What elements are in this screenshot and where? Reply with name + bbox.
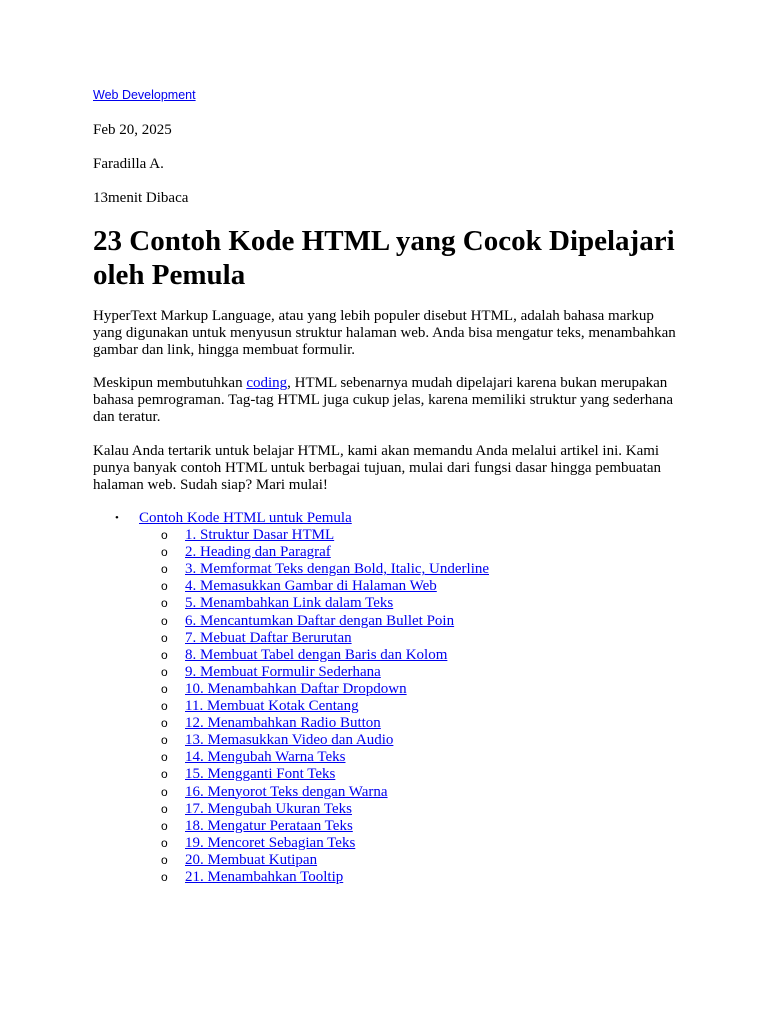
toc-item-link[interactable]: 7. Mebuat Daftar Berurutan [185,629,352,646]
author-name: Faradilla A. [93,156,164,172]
circle-bullet: o [161,699,168,714]
circle-bullet: o [161,545,168,560]
toc-item-link[interactable]: 18. Mengatur Perataan Teks [185,817,353,834]
circle-bullet: o [161,784,168,799]
toc-sublist-first [139,527,489,544]
toc-item-link[interactable]: 17. Mengubah Ukuran Teks [185,800,352,817]
toc-item-link[interactable]: 13. Memasukkan Video dan Audio [185,732,394,749]
circle-bullet: o [161,818,168,833]
toc-item [139,869,489,886]
toc-item [139,784,489,801]
circle-bullet: o [161,716,168,731]
toc-item [139,561,489,578]
circle-bullet: o [161,869,168,884]
circle-bullet: o [161,835,168,850]
toc-item-link[interactable]: 20. Membuat Kutipan [185,851,318,868]
toc-item [139,595,489,612]
toc-item [139,732,489,749]
toc-item [139,630,489,647]
toc-item [139,527,489,544]
circle-bullet: o [161,630,168,645]
publish-date: Feb 20, 2025 [93,122,172,138]
circle-bullet: o [161,733,168,748]
circle-bullet: o [161,681,168,696]
toc-item [139,766,489,783]
toc-item [139,681,489,698]
category-link[interactable]: Web Development [93,88,196,102]
intro-paragraph-2-start: Meskipun membutuhkan [93,375,247,391]
toc-item-link[interactable]: 21. Menambahkan Tooltip [185,868,344,885]
circle-bullet: o [161,801,168,816]
toc-item-link[interactable]: 8. Membuat Tabel dengan Baris dan Kolom [185,646,448,663]
toc-item [139,852,489,869]
circle-bullet: o [161,528,168,543]
toc-item [139,544,489,561]
intro-paragraph-1: HyperText Markup Language, atau yang lebih populer disebut HTML, adalah bahasa markup yang digunakan untuk menyusun struktur halaman web. Anda bisa mengatur teks, menambahkan gambar dan link, hingga membuat formulir. [93,308,676,358]
toc-item-link[interactable]: 6. Mencantumkan Daftar dengan Bullet Poin [185,612,455,629]
toc-item-link[interactable]: 9. Membuat Formulir Sederhana [185,663,381,680]
circle-bullet: o [161,579,168,594]
toc-item-link[interactable]: 5. Menambahkan Link dalam Teks [185,595,394,612]
toc-item-link[interactable]: 1. Struktur Dasar HTML [185,527,335,544]
toc-item-link[interactable]: 3. Memformat Teks dengan Bold, Italic, Underline [185,561,490,578]
toc-item [139,613,489,630]
circle-bullet: o [161,647,168,662]
circle-bullet: o [161,852,168,867]
toc-item [139,578,489,595]
toc-item-link[interactable]: 2. Heading dan Paragraf [185,544,331,561]
toc-item-link[interactable]: 12. Menambahkan Radio Button [185,715,381,732]
intro-paragraph-3: Kalau Anda tertarik untuk belajar HTML, kami akan memandu Anda melalui artikel ini. Kami punya banyak contoh HTML untuk berbagai tujuan, mulai dari fungsi dasar hingga pembuatan halaman web. Sudah siap? Mari mulai! [93,443,662,493]
toc-item-link[interactable]: 11. Membuat Kotak Centang [185,698,359,715]
circle-bullet: o [161,750,168,765]
toc-item-link[interactable]: 14. Mengubah Warna Teks [185,749,346,766]
toc-heading-link[interactable]: Contoh Kode HTML untuk Pemula [139,510,352,526]
circle-bullet: o [161,613,168,628]
toc-item [139,835,489,852]
toc-item [139,715,489,732]
intro-paragraph-2-end: , HTML sebenarnya mudah dipelajari karena bukan merupakan bahasa pemrograman. Tag-tag HTML juga cukup jelas, karena memiliki struktur yang sederhana dan teratur. [93,375,674,425]
circle-bullet: o [161,664,168,679]
coding-link[interactable]: coding [246,375,288,391]
toc-sublist [139,544,489,886]
read-time: 13menit Dibaca [93,190,189,206]
toc-item [139,664,489,681]
toc-item [139,647,489,664]
article-title: 23 Contoh Kode HTML yang Cocok Dipelajari oleh Pemula [93,225,675,291]
toc-item-link[interactable]: 15. Mengganti Font Teks [185,766,336,783]
circle-bullet: o [161,562,168,577]
disc-bullet: • [115,512,119,524]
toc-section [93,510,489,886]
toc-item [139,698,489,715]
toc-item-link[interactable]: 4. Memasukkan Gambar di Halaman Web [185,578,437,595]
toc-item-link[interactable]: 10. Menambahkan Daftar Dropdown [185,680,407,697]
circle-bullet: o [161,767,168,782]
table-of-contents [93,510,489,886]
intro-paragraph-2 [93,375,683,426]
toc-item [139,801,489,818]
toc-item [139,749,489,766]
toc-item-link[interactable]: 16. Menyorot Teks dengan Warna [185,783,388,800]
toc-item-link[interactable]: 19. Mencoret Sebagian Teks [185,834,356,851]
toc-item [139,818,489,835]
circle-bullet: o [161,596,168,611]
